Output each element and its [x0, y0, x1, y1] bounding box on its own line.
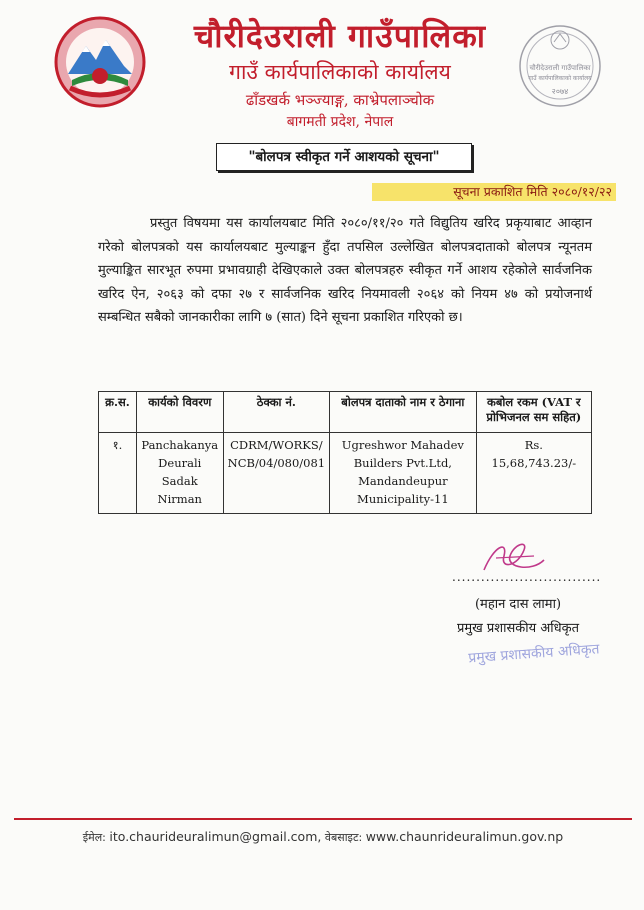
website-label: वेबसाइट: — [324, 831, 363, 844]
svg-text:प्रमुख प्रशासकीय अधिकृत: प्रमुख प्रशासकीय अधिकृत — [467, 641, 601, 666]
cell-bidder: Ugreshwor Mahadev Builders Pvt.Ltd, Mandandeupur Municipality-11 — [330, 433, 477, 514]
address-line-2: बागमती प्रदेश, नेपाल — [286, 114, 394, 130]
cell-sn: १. — [99, 433, 137, 514]
nepal-emblem-icon — [52, 14, 148, 110]
col-bidder-header: बोलपत्र दाताको नाम र ठेगाना — [330, 392, 477, 433]
footer-divider — [14, 818, 632, 820]
cell-work: Panchakanya Deurali Sadak Nirman — [136, 433, 223, 514]
signatory-name: (महान दास लामा) — [474, 597, 562, 612]
col-contract-header: ठेक्का नं. — [223, 392, 329, 433]
signatory-title: प्रमुख प्रशासकीय अधिकृत — [456, 621, 580, 636]
municipality-name: चौरीदेउराली गाउँपालिका — [193, 17, 487, 55]
stamp-year: २०७४ — [551, 87, 569, 96]
cell-amount: Rs. 15,68,743.23/- — [476, 433, 591, 514]
designation-stamp — [462, 636, 602, 666]
stamp-line-1: चौरीदेउराली गाउँपालिका — [529, 64, 591, 72]
footer-contact — [14, 829, 632, 845]
col-work-header: कार्यको विवरण — [136, 392, 223, 433]
notice-title: "बोलपत्र स्वीकृत गर्ने आशयको सूचना" — [216, 143, 472, 171]
publish-date: सूचना प्रकाशित मिति २०८०/१२/२२ — [372, 183, 616, 201]
table-header-row — [99, 392, 592, 433]
office-stamp-icon — [512, 18, 608, 114]
col-sn-header: क्र.स. — [99, 392, 137, 433]
stamp-line-2: गाउँ कार्यपालिकाको कार्यालय — [528, 75, 592, 82]
email-label: ईमेल: — [82, 831, 106, 844]
cell-contract-no: CDRM/WORKS/ NCB/04/080/081 — [223, 433, 329, 514]
email-link[interactable]: ito.chaurideuralimun@gmail.com, — [109, 829, 322, 844]
address-line-1: ढाँडखर्क भञ्ज्याङ्ग, काभ्रेपलाञ्चोक — [245, 91, 435, 109]
signature-line: ............................... — [452, 570, 602, 584]
table-row — [99, 433, 592, 514]
bid-table — [98, 391, 592, 514]
col-amount-header: कबोल रकम (VAT र प्रोभिजनल सम सहित) — [476, 392, 591, 433]
website-link[interactable]: www.chaunrideuralimun.gov.np — [365, 829, 564, 844]
office-name: गाउँ कार्यपालिकाको कार्यालय — [229, 60, 451, 84]
notice-body: प्रस्तुत विषयमा यस कार्यालयबाट मिति २०८०/११/२० गते विद्युतिय खरिद प्रकृयाबाट आव्हान गरेको बोलपत्रको यस कार्यालयबाट मुल्याङ्कन हुँदा तपसिल उल्लेखित बोलपत्रदाताको बोलपत्र न्यूनतम मुल्याङ्कित सारभूत रुपमा प्रभावग्राही देखिएकाले उक्त बोलपत्रहरु स्वीकृत गर्ने आशय रहेकोले सार्वजनिक खरिद ऐन, २०६३ को दफा २७ र सार्वजनिक खरिद नियमावली २०६४ को नियम ४७ को प्रयोजनार्थ सम्बन्धित सबैको जानकारीका लागि ७ (सात) दिने सूचना प्रकाशित गरिएको छ। — [98, 216, 592, 325]
